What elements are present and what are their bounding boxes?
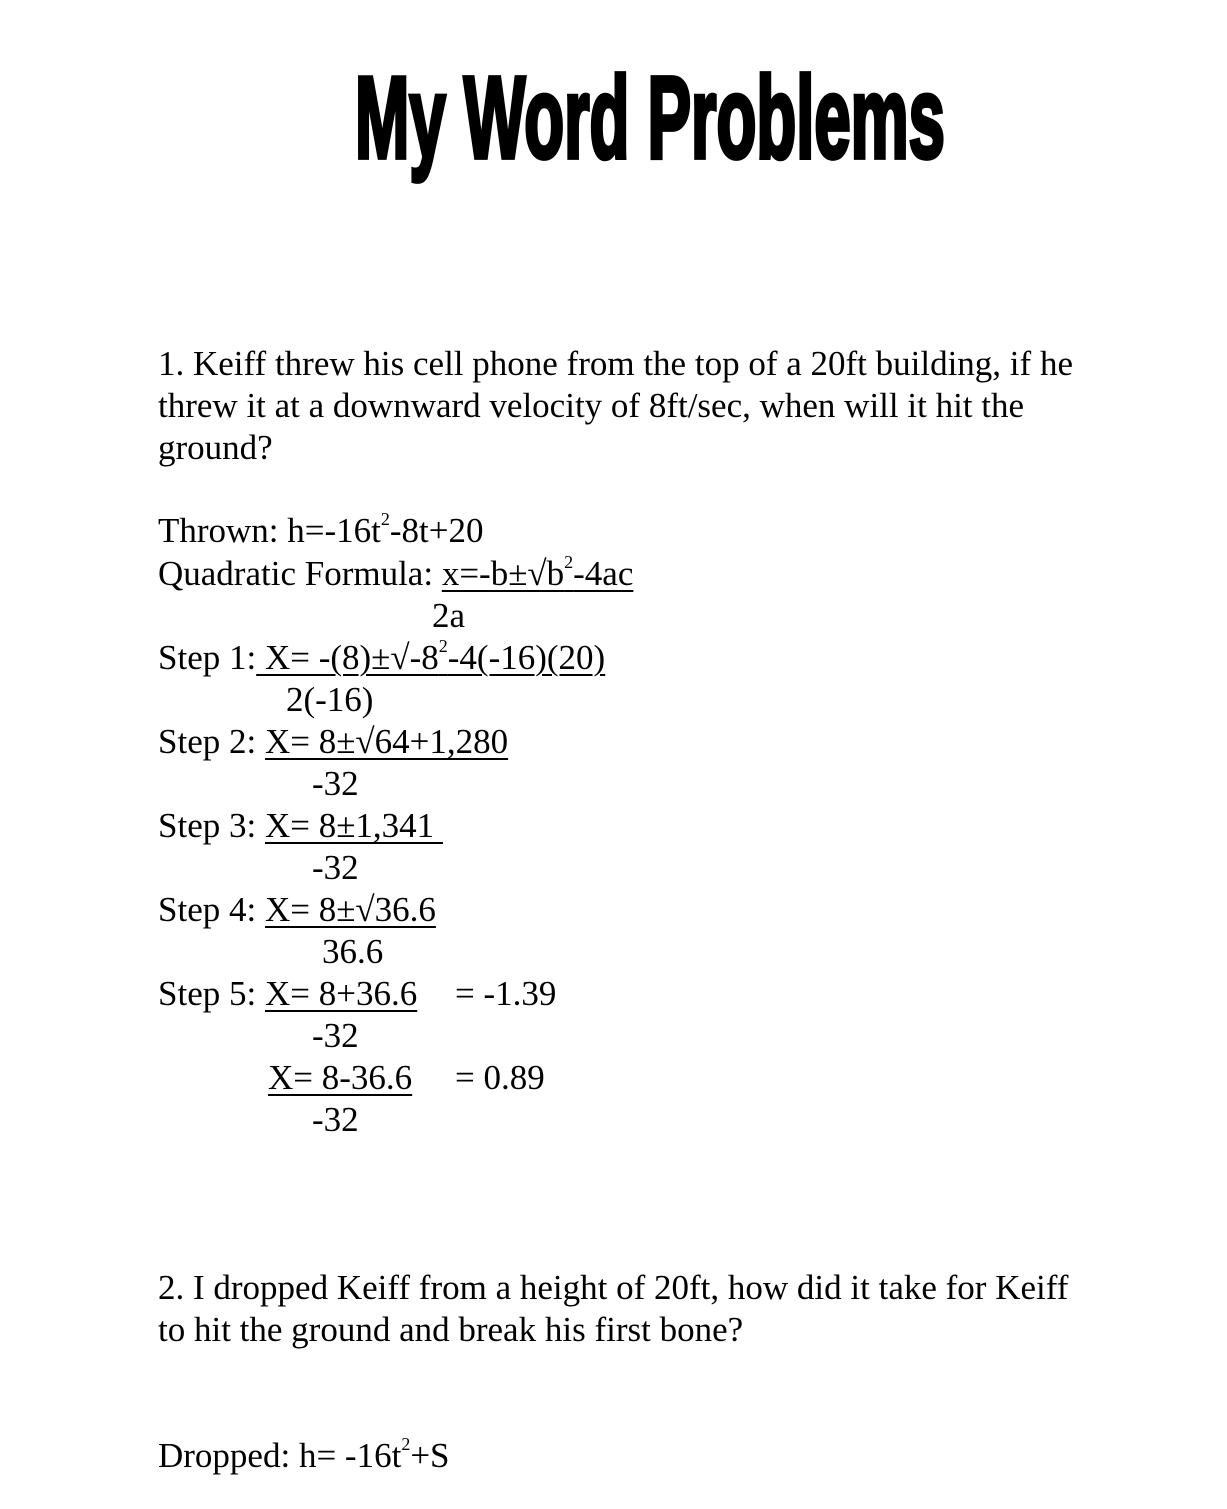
- step1-numerator: Step 1: $X= -(8)\pm√-8^2-4(-16)(20)$: [158, 636, 606, 677]
- step2-denominator: -32: [312, 764, 359, 803]
- quadratic-denominator: 2a: [432, 596, 466, 635]
- step5b-numerator: X= 8-36.6: [268, 1058, 413, 1097]
- problem1-line-1: 1. Keiff threw his cell phone from the top of a 20ft building, if he: [158, 344, 1073, 383]
- problem2-line-2: to hit the ground and break his first bone?: [158, 1310, 744, 1349]
- step5b-result: = 0.89: [455, 1058, 545, 1097]
- step5-numerator: Step 5: X= 8+36.6: [158, 974, 418, 1013]
- problem1-line-3: ground?: [158, 428, 273, 467]
- step3-denominator: -32: [312, 848, 359, 887]
- step2-numerator: Step 2: X= 8±√64+1,280: [158, 722, 509, 761]
- step5b-denominator: -32: [312, 1100, 359, 1139]
- problem2-line-1: 2. I dropped Keiff from a height of 20ft, how did it take for Keiff: [158, 1268, 1069, 1307]
- step1-denominator: 2(-16): [286, 680, 374, 719]
- problem1-line-2: threw it at a downward velocity of 8ft/sec, when will it hit the: [158, 386, 1025, 425]
- title-text: My Word Problems: [355, 52, 945, 183]
- dropped-equation: Dropped: $h= -16t^2+S$: [158, 1434, 450, 1475]
- step3-numerator: Step 3: X= 8±1,341: [158, 806, 443, 845]
- thrown-equation: Thrown: $h=-16t^2-8t+20$: [158, 509, 484, 550]
- step4-numerator: Step 4: X= 8±√36.6: [158, 890, 436, 929]
- page-title: [340, 30, 960, 200]
- step5-denominator: -32: [312, 1016, 359, 1055]
- quadratic-formula: Quadratic Formula: $x=-b\pm√b^2-4ac$: [158, 552, 634, 593]
- step5-result: = -1.39: [455, 974, 557, 1013]
- step4-denominator: 36.6: [322, 932, 384, 971]
